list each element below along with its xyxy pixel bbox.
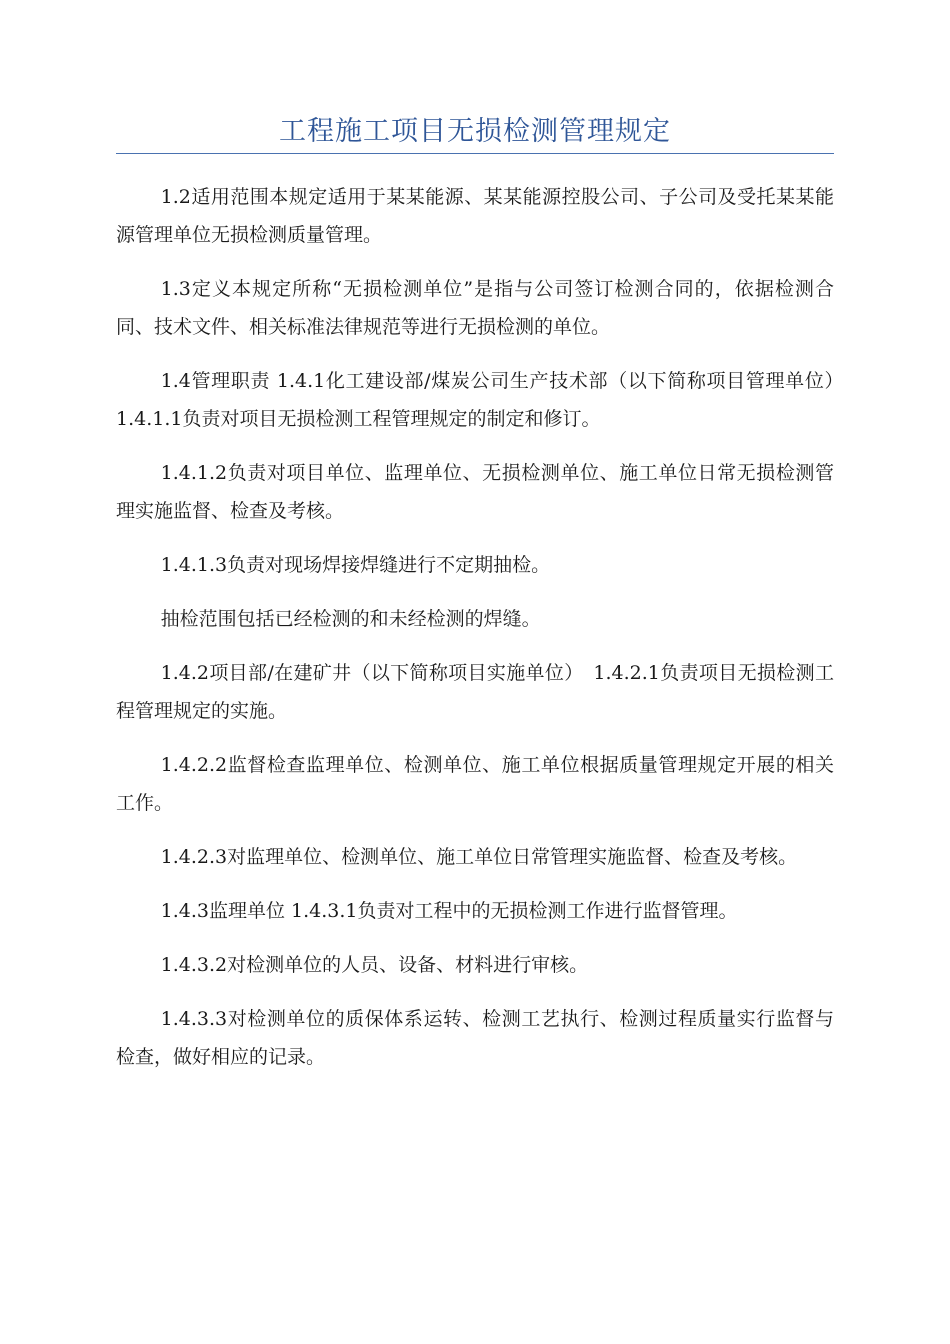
paragraph-1-4-3: 1.4.3监理单位 1.4.3.1负责对工程中的无损检测工作进行监督管理。 (160, 900, 738, 922)
paragraph-1-4-responsibilities: 1.4管理职责 1.4.1化工建设部/煤炭公司生产技术部（以下简称项目管理单位） 1.4.1.1负责对项目无损检测工程管理规定的制定和修订。 (116, 370, 854, 430)
paragraph-1-4-1-2: 1.4.1.2负责对项目单位、监理单位、无损检测单位、施工单位日常无损检测管理实施监督、检查及考核。 (116, 462, 834, 522)
document-title: 工程施工项目无损检测管理规定 (279, 116, 671, 147)
document-body (116, 178, 854, 1092)
paragraph-1-4-2: 1.4.2项目部/在建矿井（以下简称项目实施单位） 1.4.2.1负责项目无损检测工程管理规定的实施。 (116, 662, 834, 722)
paragraph-1-2-scope: 1.2适用范围本规定适用于某某能源、某某能源控股公司、子公司及受托某某能源管理单位无损检测质量管理。 (116, 186, 834, 246)
paragraph-1-4-3-3: 1.4.3.3对检测单位的质保体系运转、检测工艺执行、检测过程质量实行监督与检查，做好相应的记录。 (116, 1008, 834, 1068)
paragraph-1-4-2-3: 1.4.2.3对监理单位、检测单位、施工单位日常管理实施监督、检查及考核。 (160, 846, 798, 868)
paragraph-spot-check-scope: 抽检范围包括已经检测的和未经检测的焊缝。 (160, 608, 541, 630)
paragraph-1-3-definition: 1.3定义本规定所称“无损检测单位”是指与公司签订检测合同的，依据检测合同、技术文件、相关标准法律规范等进行无损检测的单位。 (116, 278, 834, 338)
paragraph-1-4-3-2: 1.4.3.2对检测单位的人员、设备、材料进行审核。 (160, 954, 589, 976)
paragraph-1-4-2-2: 1.4.2.2监督检查监理单位、检测单位、施工单位根据质量管理规定开展的相关工作。 (116, 754, 834, 814)
title-underline (116, 153, 834, 154)
paragraph-1-4-1-3: 1.4.1.3负责对现场焊接焊缝进行不定期抽检。 (160, 554, 551, 576)
